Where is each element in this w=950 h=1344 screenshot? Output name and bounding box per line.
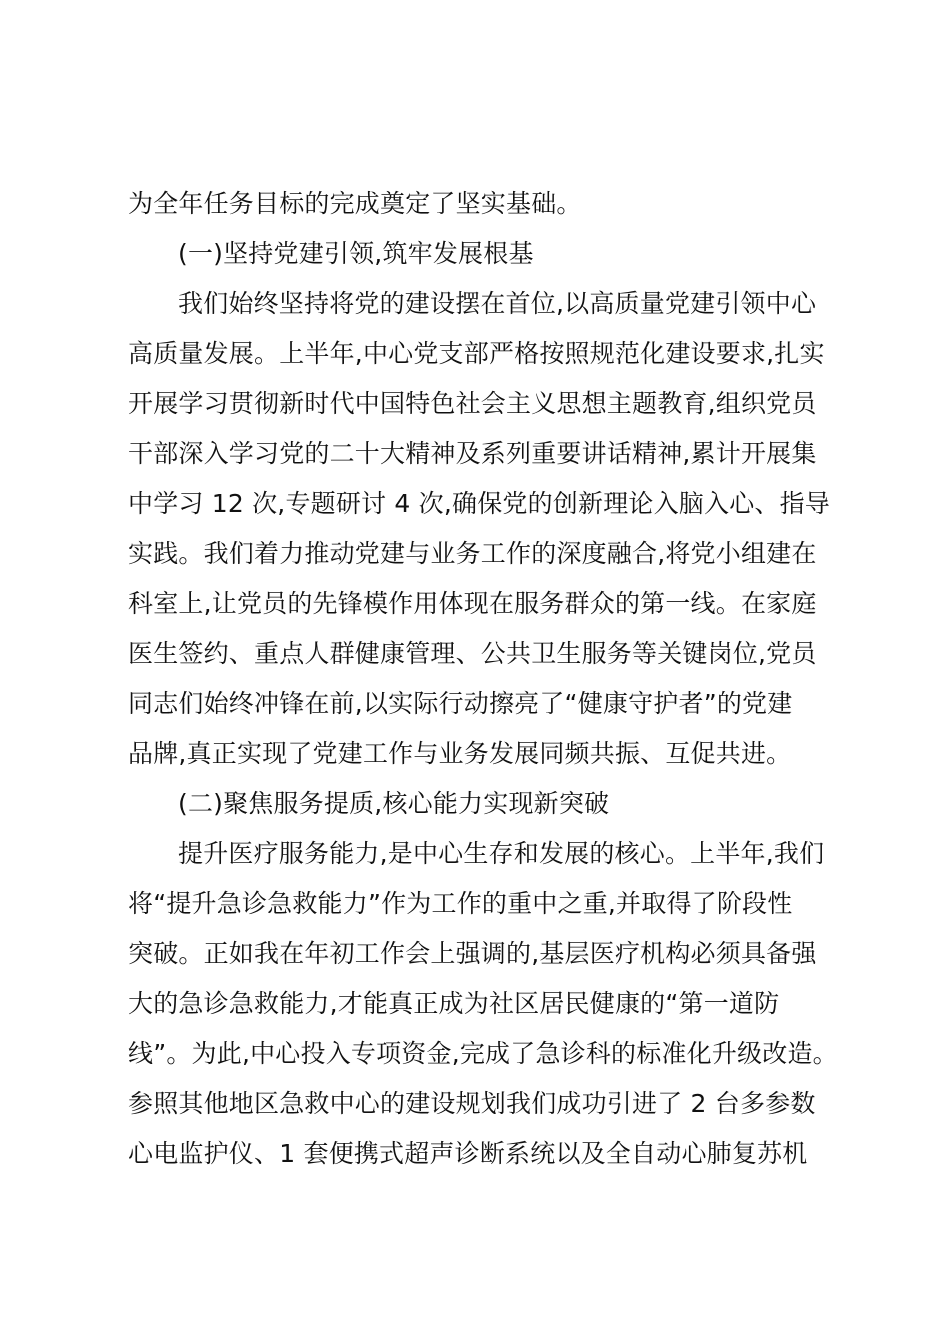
text-line: 提升医疗服务能力,是中心生存和发展的核心。上半年,我们: [178, 839, 825, 868]
text-line: 心电监护仪、1 套便携式超声诊断系统以及全自动心肺复苏机: [128, 1139, 808, 1168]
text-line: 线”。为此,中心投入专项资金,完成了急诊科的标准化升级改造。: [128, 1039, 838, 1068]
text-line: 科室上,让党员的先锋模作用体现在服务群众的第一线。在家庭: [128, 589, 817, 618]
text-line: 将“提升急诊急救能力”作为工作的重中之重,并取得了阶段性: [128, 889, 793, 918]
text-line: 干部深入学习党的二十大精神及系列重要讲话精神,累计开展集: [128, 439, 817, 468]
text-line: 我们始终坚持将党的建设摆在首位,以高质量党建引领中心: [178, 289, 817, 318]
text-line: 同志们始终冲锋在前,以实际行动擦亮了“健康守护者”的党建: [128, 689, 793, 718]
text-line: 医生签约、重点人群健康管理、公共卫生服务等关键岗位,党员: [128, 639, 817, 668]
text-line: 大的急诊急救能力,才能真正成为社区居民健康的“第一道防: [128, 989, 780, 1018]
text-line: 高质量发展。上半年,中心党支部严格按照规范化建设要求,扎实: [128, 339, 825, 368]
text-line: 开展学习贯彻新时代中国特色社会主义思想主题教育,组织党员: [128, 389, 817, 418]
text-line: 实践。我们着力推动党建与业务工作的深度融合,将党小组建在: [128, 539, 817, 568]
text-line: 为全年任务目标的完成奠定了坚实基础。: [128, 189, 582, 218]
section-heading: (一)坚持党建引领,筑牢发展根基: [178, 239, 534, 268]
text-line: 中学习 12 次,专题研讨 4 次,确保党的创新理论入脑入心、指导: [128, 489, 831, 518]
section-heading: (二)聚焦服务提质,核心能力实现新突破: [178, 789, 610, 818]
text-line: 参照其他地区急救中心的建设规划我们成功引进了 2 台多参数: [128, 1089, 816, 1118]
text-line: 突破。正如我在年初工作会上强调的,基层医疗机构必须具备强: [128, 939, 817, 968]
text-line: 品牌,真正实现了党建工作与业务发展同频共振、互促共进。: [128, 739, 792, 768]
